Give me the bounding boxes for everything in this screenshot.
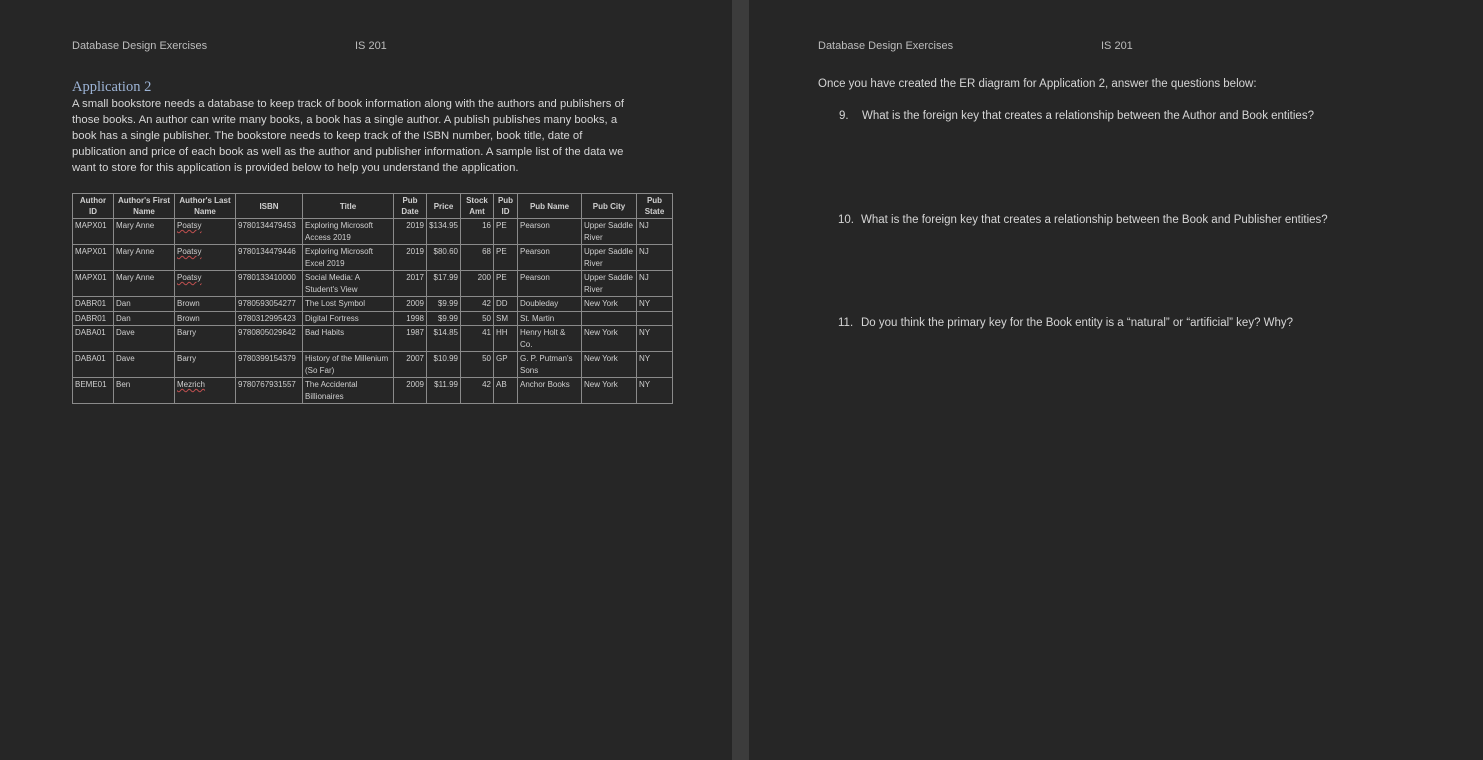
table-row bbox=[73, 219, 673, 245]
table-cell: Henry Holt & Co. bbox=[518, 326, 582, 352]
table-cell: Upper Saddle River bbox=[582, 245, 637, 271]
table-cell: Pearson bbox=[518, 245, 582, 271]
table-row bbox=[73, 326, 673, 352]
table-cell bbox=[582, 311, 637, 326]
table-cell: 2009 bbox=[394, 378, 427, 404]
table-cell: Exploring Microsoft Excel 2019 bbox=[303, 245, 394, 271]
column-header: Stock Amt bbox=[461, 194, 494, 219]
column-header: Pub Name bbox=[518, 194, 582, 219]
column-header: Title bbox=[303, 194, 394, 219]
table-cell: 68 bbox=[461, 245, 494, 271]
table-cell: 2017 bbox=[394, 271, 427, 297]
table-cell: Poatsy bbox=[175, 219, 236, 245]
question-text: Do you think the primary key for the Book entity is a “natural” or “artificial” key? Why? bbox=[861, 317, 1294, 329]
table-cell: NJ bbox=[637, 271, 673, 297]
table-cell: The Accidental Billionaires bbox=[303, 378, 394, 404]
intro-line: A small bookstore needs a database to keep track of book information along with the authors and publishers of bbox=[72, 98, 625, 110]
table-cell: 9780134479453 bbox=[236, 219, 303, 245]
table-cell: Barry bbox=[175, 352, 236, 378]
table-cell: Pearson bbox=[518, 219, 582, 245]
intro-line: book has a single publisher. The bookstore needs to keep track of the ISBN number, book title, date of bbox=[72, 130, 583, 142]
table-row bbox=[73, 245, 673, 271]
table-cell: NY bbox=[637, 352, 673, 378]
table-cell: NJ bbox=[637, 245, 673, 271]
table-cell: MAPX01 bbox=[73, 245, 114, 271]
table-cell: 9780134479446 bbox=[236, 245, 303, 271]
table-cell: DD bbox=[494, 297, 518, 312]
page-gap bbox=[732, 0, 749, 760]
table-cell: DABA01 bbox=[73, 326, 114, 352]
question-number: 9. bbox=[839, 110, 849, 122]
document-page-1 bbox=[0, 0, 732, 760]
table-cell: $11.99 bbox=[427, 378, 461, 404]
table-cell: Ben bbox=[114, 378, 175, 404]
column-header: Author's First Name bbox=[114, 194, 175, 219]
table-cell: $134.95 bbox=[427, 219, 461, 245]
question-number: 10. bbox=[838, 214, 854, 226]
table-cell: Upper Saddle River bbox=[582, 271, 637, 297]
column-header: ISBN bbox=[236, 194, 303, 219]
page-header-title: Database Design Exercises bbox=[818, 40, 954, 52]
table-cell: G. P. Putman's Sons bbox=[518, 352, 582, 378]
table-cell: DABA01 bbox=[73, 352, 114, 378]
table-cell: 2007 bbox=[394, 352, 427, 378]
intro-line: publication and price of each book as well as the author and publisher information. A sample list of the data we bbox=[72, 146, 624, 158]
table-cell: Social Media: A Student's View bbox=[303, 271, 394, 297]
page-header-course: IS 201 bbox=[1101, 40, 1133, 52]
table-cell: GP bbox=[494, 352, 518, 378]
column-header: Pub Date bbox=[394, 194, 427, 219]
table-cell: 2019 bbox=[394, 219, 427, 245]
table-row bbox=[73, 297, 673, 312]
table-cell: $9.99 bbox=[427, 311, 461, 326]
table-cell: PE bbox=[494, 245, 518, 271]
table-cell: History of the Millenium (So Far) bbox=[303, 352, 394, 378]
question-10 bbox=[838, 214, 1328, 226]
table-cell: Poatsy bbox=[175, 245, 236, 271]
table-cell: 9780767931557 bbox=[236, 378, 303, 404]
table-cell: Bad Habits bbox=[303, 326, 394, 352]
column-header: Pub State bbox=[637, 194, 673, 219]
table-cell: $9.99 bbox=[427, 297, 461, 312]
section-heading: Application 2 bbox=[72, 79, 152, 95]
table-cell: 1987 bbox=[394, 326, 427, 352]
table-cell: 2019 bbox=[394, 245, 427, 271]
question-number: 11. bbox=[838, 317, 854, 329]
table-cell: Brown bbox=[175, 311, 236, 326]
table-cell: PE bbox=[494, 271, 518, 297]
table-cell: Pearson bbox=[518, 271, 582, 297]
table-cell: St. Martin bbox=[518, 311, 582, 326]
table-cell: Digital Fortress bbox=[303, 311, 394, 326]
table-cell bbox=[637, 311, 673, 326]
table-row bbox=[73, 352, 673, 378]
document-page-2 bbox=[749, 0, 1483, 760]
column-header: Author ID bbox=[73, 194, 114, 219]
table-cell: Mary Anne bbox=[114, 271, 175, 297]
table-cell: Upper Saddle River bbox=[582, 219, 637, 245]
table-cell: New York bbox=[582, 378, 637, 404]
table-cell: Mary Anne bbox=[114, 219, 175, 245]
table-cell: 41 bbox=[461, 326, 494, 352]
table-cell: NY bbox=[637, 297, 673, 312]
page-header-course: IS 201 bbox=[355, 40, 387, 52]
table-cell: New York bbox=[582, 297, 637, 312]
table-cell: $17.99 bbox=[427, 271, 461, 297]
table-cell: $14.85 bbox=[427, 326, 461, 352]
table-cell: 50 bbox=[461, 311, 494, 326]
table-cell: 50 bbox=[461, 352, 494, 378]
intro-line: those books. An author can write many books, a book has a single author. A publish publishes many books, a bbox=[72, 114, 618, 126]
column-header: Pub ID bbox=[494, 194, 518, 219]
table-cell: 9780312995423 bbox=[236, 311, 303, 326]
table-cell: SM bbox=[494, 311, 518, 326]
question-text: What is the foreign key that creates a relationship between the Book and Publisher entities? bbox=[861, 214, 1328, 226]
intro-paragraph bbox=[72, 96, 672, 176]
table-cell: 2009 bbox=[394, 297, 427, 312]
table-cell: MAPX01 bbox=[73, 219, 114, 245]
table-cell: 42 bbox=[461, 297, 494, 312]
table-cell: 9780593054277 bbox=[236, 297, 303, 312]
table-row bbox=[73, 378, 673, 404]
table-cell: 9780805029642 bbox=[236, 326, 303, 352]
table-header-row bbox=[73, 194, 673, 219]
table-cell: AB bbox=[494, 378, 518, 404]
table-cell: Mezrich bbox=[175, 378, 236, 404]
table-cell: New York bbox=[582, 326, 637, 352]
table-cell: Poatsy bbox=[175, 271, 236, 297]
column-header: Price bbox=[427, 194, 461, 219]
question-11 bbox=[838, 317, 1293, 329]
intro-line: want to store for this application is provided below to help you understand the application. bbox=[72, 162, 519, 174]
sample-data-table bbox=[72, 193, 673, 404]
table-cell: 9780133410000 bbox=[236, 271, 303, 297]
table-cell: Dan bbox=[114, 297, 175, 312]
table-cell: 42 bbox=[461, 378, 494, 404]
table-cell: Brown bbox=[175, 297, 236, 312]
table-cell: Mary Anne bbox=[114, 245, 175, 271]
table-cell: DABR01 bbox=[73, 297, 114, 312]
table-cell: Dave bbox=[114, 326, 175, 352]
table-cell: DABR01 bbox=[73, 311, 114, 326]
table-row bbox=[73, 311, 673, 326]
table-cell: Doubleday bbox=[518, 297, 582, 312]
column-header: Author's Last Name bbox=[175, 194, 236, 219]
table-cell: $10.99 bbox=[427, 352, 461, 378]
table-cell: New York bbox=[582, 352, 637, 378]
page-header-title: Database Design Exercises bbox=[72, 40, 208, 52]
table-cell: 1998 bbox=[394, 311, 427, 326]
question-9 bbox=[839, 110, 1314, 122]
table-cell: MAPX01 bbox=[73, 271, 114, 297]
table-cell: Dave bbox=[114, 352, 175, 378]
table-cell: 16 bbox=[461, 219, 494, 245]
table-cell: Exploring Microsoft Access 2019 bbox=[303, 219, 394, 245]
table-cell: 200 bbox=[461, 271, 494, 297]
table-row bbox=[73, 271, 673, 297]
question-text: What is the foreign key that creates a relationship between the Author and Book entities? bbox=[862, 110, 1314, 122]
table-cell: NY bbox=[637, 326, 673, 352]
table-cell: 9780399154379 bbox=[236, 352, 303, 378]
column-header: Pub City bbox=[582, 194, 637, 219]
table-cell: BEME01 bbox=[73, 378, 114, 404]
table-cell: NJ bbox=[637, 219, 673, 245]
table-cell: Dan bbox=[114, 311, 175, 326]
questions-intro: Once you have created the ER diagram for Application 2, answer the questions below: bbox=[818, 78, 1257, 90]
table-cell: HH bbox=[494, 326, 518, 352]
table-cell: The Lost Symbol bbox=[303, 297, 394, 312]
table-cell: $80.60 bbox=[427, 245, 461, 271]
table-cell: PE bbox=[494, 219, 518, 245]
table-cell: NY bbox=[637, 378, 673, 404]
table-cell: Barry bbox=[175, 326, 236, 352]
table-cell: Anchor Books bbox=[518, 378, 582, 404]
